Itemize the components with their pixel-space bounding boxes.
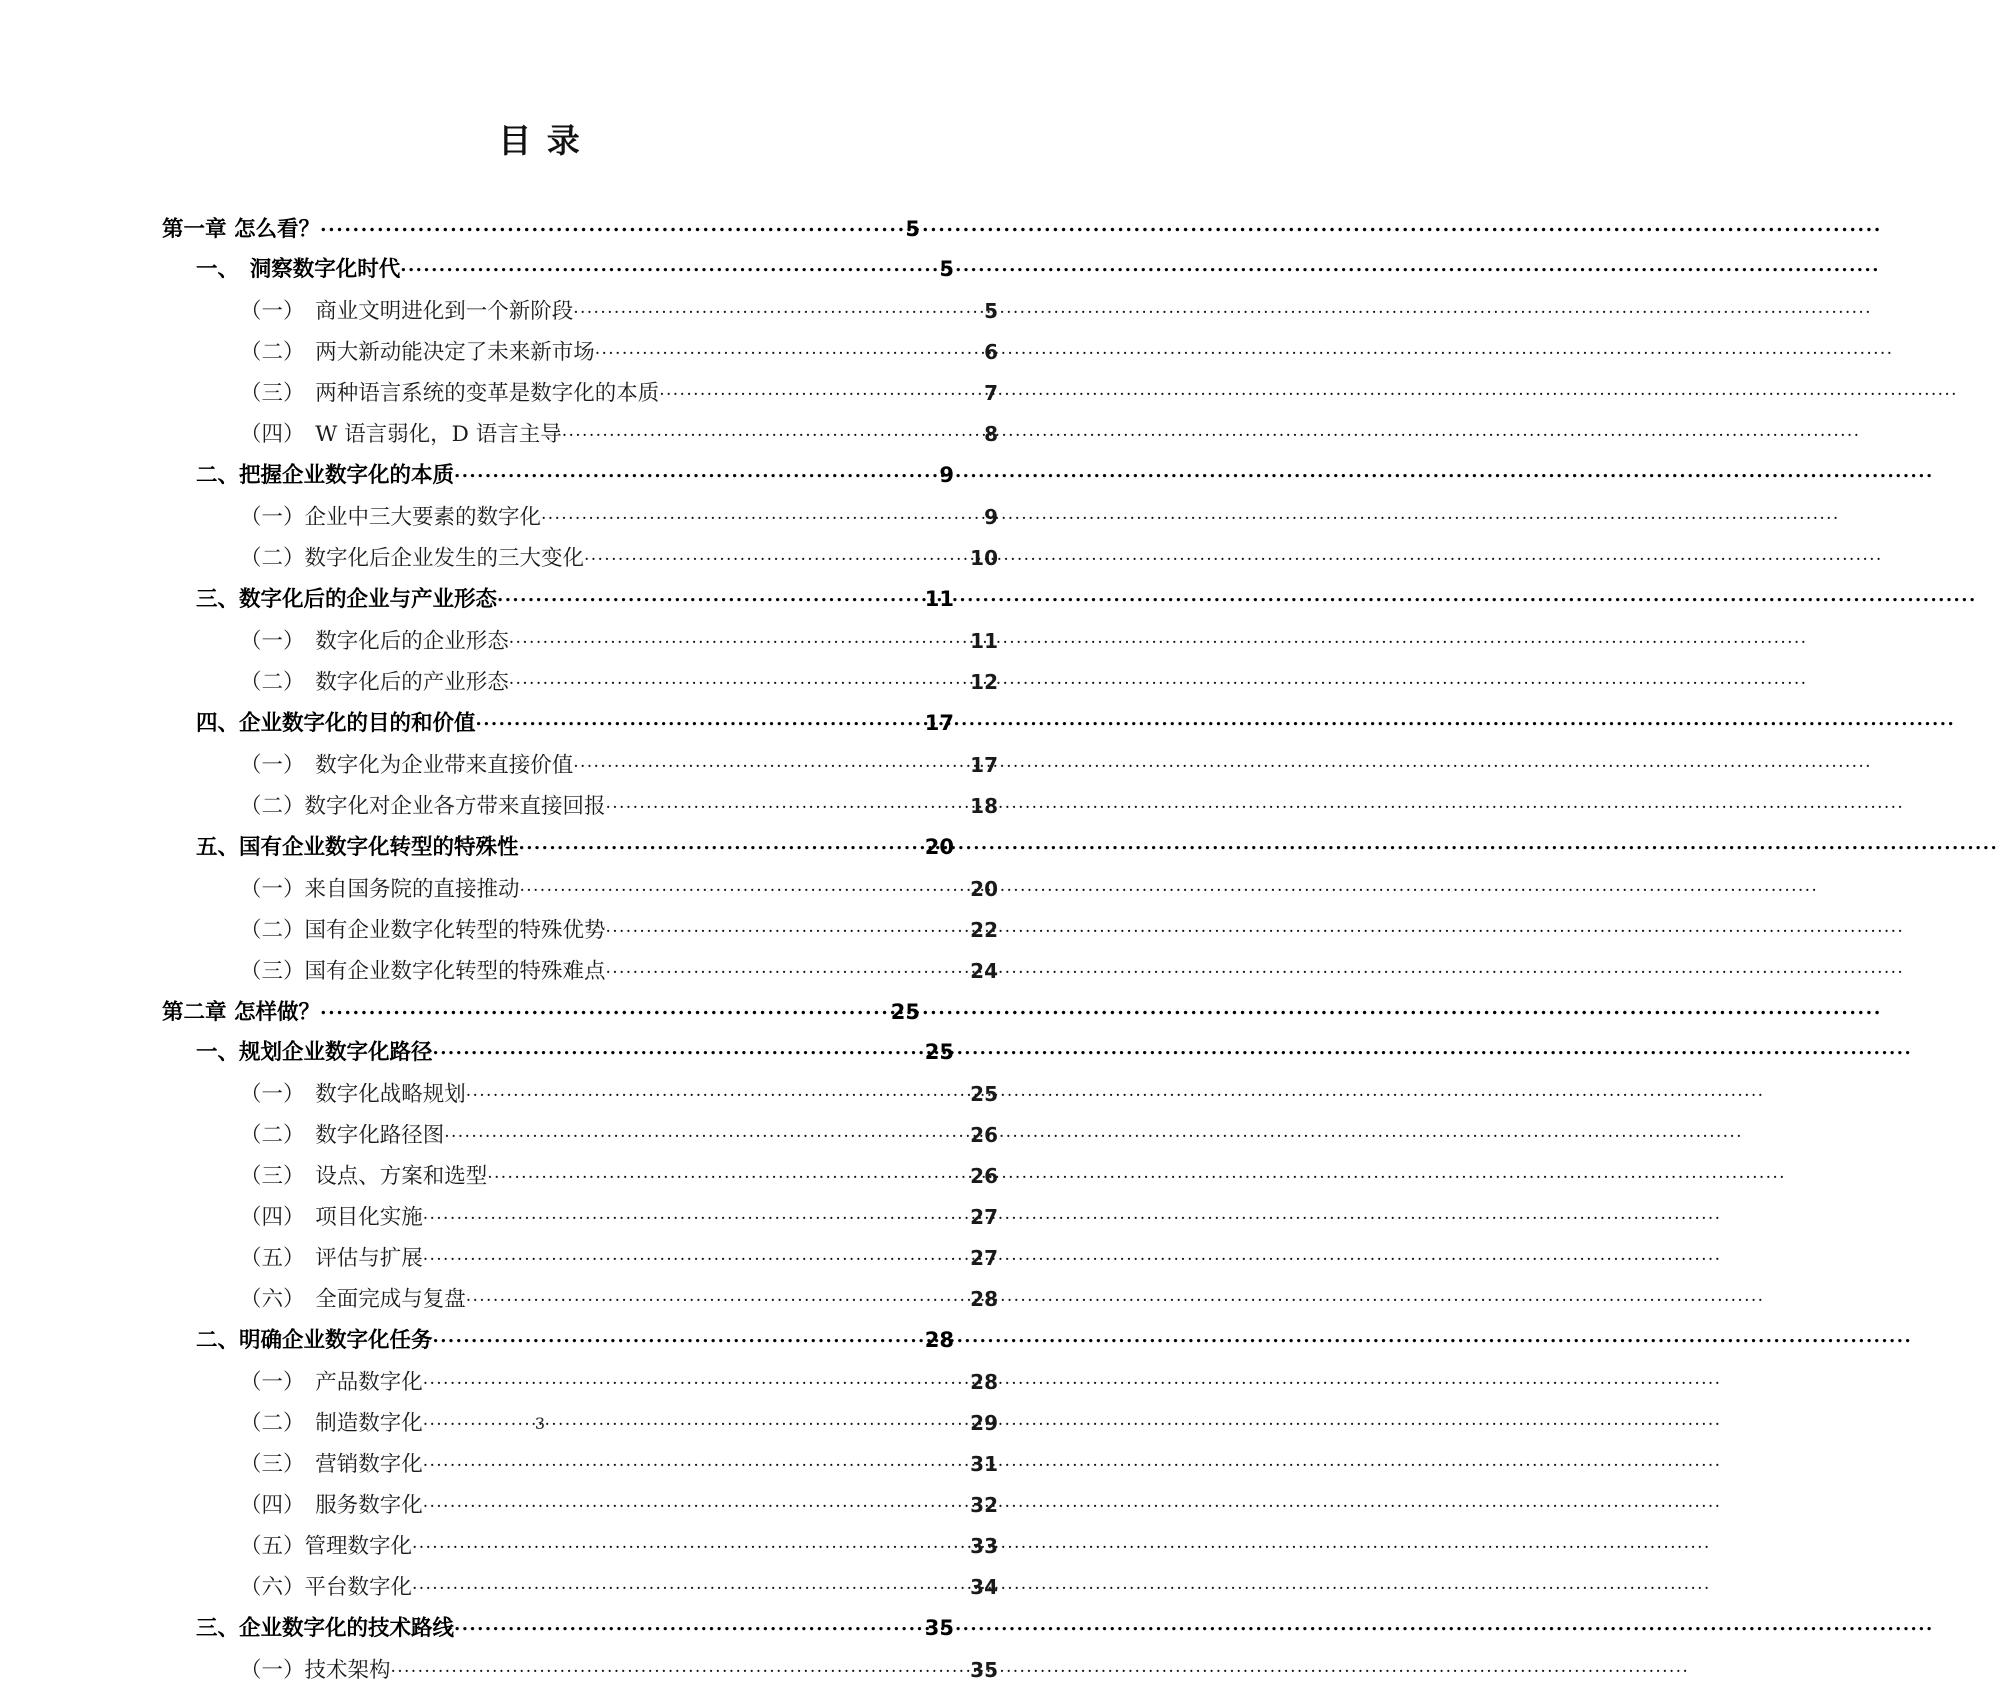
toc-entry-page-number: 17 — [924, 711, 954, 735]
toc-dot-leader — [423, 1491, 969, 1513]
toc-entry-page-number: 9 — [939, 463, 954, 487]
toc-dot-leader — [433, 1038, 924, 1060]
toc-entry-label: 第一章 怎么看？ — [162, 217, 320, 242]
toc-entry-page-number: 5 — [984, 299, 998, 323]
toc-entry-page-number: 35 — [924, 1616, 954, 1640]
toc-entry[interactable] — [240, 1570, 998, 1611]
toc-dot-leader — [423, 1368, 969, 1390]
toc-entry[interactable] — [196, 1611, 954, 1653]
toc-entry-label: （三） 设点、方案和选型 — [240, 1164, 488, 1189]
toc-entry-page-number: 34 — [970, 1575, 998, 1599]
toc-entry[interactable] — [240, 1365, 998, 1406]
toc-entry[interactable] — [240, 1159, 998, 1200]
toc-entry[interactable] — [240, 1282, 998, 1323]
toc-entry[interactable] — [196, 582, 954, 624]
toc-dot-leader — [509, 627, 969, 649]
toc-entry-page-number: 28 — [970, 1287, 998, 1311]
toc-entry[interactable] — [240, 500, 998, 541]
toc-dot-leader — [412, 1532, 969, 1554]
toc-entry[interactable] — [240, 376, 998, 417]
toc-entry-page-number: 20 — [924, 835, 954, 859]
toc-dot-leader — [391, 1656, 970, 1678]
toc-dot-leader — [476, 709, 924, 731]
toc-dot-leader — [573, 751, 969, 773]
toc-entry-page-number: 6 — [984, 340, 998, 364]
toc-dot-leader — [606, 957, 970, 979]
toc-entry[interactable] — [162, 995, 920, 1035]
toc-dot-leader — [497, 585, 924, 607]
toc-dot-leader — [595, 338, 983, 360]
toc-entry[interactable] — [240, 1488, 998, 1529]
toc-entry[interactable] — [240, 872, 998, 913]
toc-entry-label: 一、 洞察数字化时代 — [196, 257, 401, 282]
toc-entry-label: 二、明确企业数字化任务 — [196, 1328, 433, 1353]
toc-entry-label: （四） W 语言弱化，D 语言主导 — [240, 422, 562, 447]
toc-entry-page-number: 18 — [970, 794, 998, 818]
toc-entry-page-number: 27 — [970, 1246, 998, 1270]
toc-dot-leader — [466, 1080, 969, 1102]
toc-dot-leader — [444, 1121, 969, 1143]
toc-entry-label: （三）国有企业数字化转型的特殊难点 — [240, 959, 606, 984]
toc-entry[interactable] — [240, 1653, 998, 1694]
toc-dot-leader — [584, 544, 969, 566]
toc-entry-page-number: 31 — [970, 1452, 998, 1476]
toc-entry-label: 一、规划企业数字化路径 — [196, 1040, 433, 1065]
toc-entry-page-number: 25 — [970, 1082, 998, 1106]
toc-dot-leader — [562, 420, 983, 442]
toc-entry-label: 第二章 怎样做？ — [162, 1000, 320, 1025]
toc-dot-leader — [400, 255, 938, 277]
toc-entry-label: 五、国有企业数字化转型的特殊性 — [196, 835, 519, 860]
toc-entry-label: （二）国有企业数字化转型的特殊优势 — [240, 918, 606, 943]
toc-dot-leader — [433, 1326, 924, 1348]
toc-entry-page-number: 12 — [970, 670, 998, 694]
toc-entry[interactable] — [240, 913, 998, 954]
toc-entry[interactable] — [240, 1200, 998, 1241]
toc-entry[interactable] — [240, 417, 998, 458]
toc-entry-label: （一） 数字化为企业带来直接价值 — [240, 753, 574, 778]
toc-entry-page-number: 11 — [970, 629, 998, 653]
toc-dot-leader — [606, 792, 970, 814]
toc-entry[interactable] — [196, 1323, 954, 1365]
toc-entry-label: （一）技术架构 — [240, 1658, 391, 1683]
toc-dot-leader — [454, 1614, 924, 1636]
toc-entry-label: 二、把握企业数字化的本质 — [196, 463, 455, 488]
toc-entry[interactable] — [240, 789, 998, 830]
toc-entry[interactable] — [196, 1035, 954, 1077]
toc-dot-leader — [487, 1162, 969, 1184]
page-title: 目 录 — [498, 121, 582, 160]
toc-entry-page-number: 25 — [924, 1040, 954, 1064]
toc-entry-page-number: 35 — [970, 1658, 998, 1682]
toc-entry-page-number: 29 — [970, 1411, 998, 1435]
toc-entry-label: （四） 服务数字化 — [240, 1493, 423, 1518]
toc-entry[interactable] — [240, 1118, 998, 1159]
toc-entry-page-number: 5 — [905, 217, 920, 241]
toc-entry-page-number: 28 — [970, 1370, 998, 1394]
toc-entry-label: （二） 制造数字化 — [240, 1411, 423, 1436]
toc-dot-leader — [423, 1450, 969, 1472]
toc-entry-label: （二） 两大新动能决定了未来新市场 — [240, 340, 595, 365]
toc-entry-label: （三） 营销数字化 — [240, 1452, 423, 1477]
toc-entry-label: （一）来自国务院的直接推动 — [240, 877, 520, 902]
toc-entry[interactable] — [240, 1529, 998, 1570]
toc-entry-label: （五）管理数字化 — [240, 1534, 413, 1559]
toc-dot-leader — [659, 379, 983, 401]
toc-entry-page-number: 11 — [924, 587, 954, 611]
toc-entry-page-number: 20 — [970, 877, 998, 901]
toc-entry-page-number: 26 — [970, 1123, 998, 1147]
toc-dot-leader — [509, 668, 969, 690]
toc-entry-page-number: 22 — [970, 918, 998, 942]
toc-entry-label: （二）数字化后企业发生的三大变化 — [240, 546, 585, 571]
toc-entry[interactable] — [240, 1077, 998, 1118]
toc-dot-leader — [423, 1244, 969, 1266]
toc-dot-leader — [520, 875, 970, 897]
toc-entry[interactable] — [240, 748, 998, 789]
toc-entry-page-number: 32 — [970, 1493, 998, 1517]
toc-entry-label: （一） 产品数字化 — [240, 1370, 423, 1395]
toc-entry-page-number: 10 — [970, 546, 998, 570]
toc-entry-page-number: 25 — [890, 1000, 920, 1024]
toc-entry-page-number: 17 — [970, 753, 998, 777]
toc-entry-label: （六）平台数字化 — [240, 1575, 413, 1600]
toc-entry-label: （二） 数字化后的产业形态 — [240, 670, 509, 695]
toc-dot-leader — [606, 916, 970, 938]
toc-dot-leader — [320, 998, 890, 1020]
toc-entry-label: （六） 全面完成与复盘 — [240, 1287, 466, 1312]
toc-entry[interactable] — [240, 624, 998, 665]
toc-entry-label: 三、企业数字化的技术路线 — [196, 1616, 455, 1641]
toc-entry[interactable] — [162, 212, 920, 252]
toc-entry-page-number: 7 — [984, 381, 998, 405]
toc-entry-label: （五） 评估与扩展 — [240, 1246, 423, 1271]
toc-dot-leader — [412, 1573, 969, 1595]
toc-dot-leader — [541, 503, 983, 525]
toc-entry-label: （二）数字化对企业各方带来直接回报 — [240, 794, 606, 819]
toc-entry-page-number: 33 — [970, 1534, 998, 1558]
toc-dot-leader — [320, 215, 904, 237]
toc-entry[interactable] — [240, 954, 998, 995]
toc-entry-page-number: 26 — [970, 1164, 998, 1188]
toc-entry-page-number: 8 — [984, 422, 998, 446]
toc-entry-page-number: 28 — [924, 1328, 954, 1352]
toc-entry-label: 三、数字化后的企业与产业形态 — [196, 587, 498, 612]
toc-entry[interactable] — [240, 665, 998, 706]
toc-entry[interactable] — [196, 458, 954, 500]
toc-dot-leader — [573, 297, 983, 319]
toc-entry-page-number: 9 — [984, 505, 998, 529]
page-folio: 3 — [534, 1414, 546, 1433]
toc-dot-leader — [466, 1285, 969, 1307]
toc-entry-label: （一）企业中三大要素的数字化 — [240, 505, 542, 530]
toc-dot-leader — [423, 1203, 969, 1225]
toc-entry[interactable] — [240, 541, 998, 582]
toc-entry[interactable] — [196, 706, 954, 748]
toc-entry-label: 四、企业数字化的目的和价值 — [196, 711, 476, 736]
toc-entry-label: （二） 数字化路径图 — [240, 1123, 445, 1148]
toc-dot-leader — [519, 833, 924, 855]
toc-entry[interactable] — [196, 830, 954, 872]
toc-entry-label: （一） 数字化战略规划 — [240, 1082, 466, 1107]
toc-entry-label: （一） 数字化后的企业形态 — [240, 629, 509, 654]
toc-entry[interactable] — [240, 294, 998, 335]
toc-entry[interactable] — [240, 1447, 998, 1488]
toc-entry-label: （三） 两种语言系统的变革是数字化的本质 — [240, 381, 660, 406]
toc-entry-label: （一） 商业文明进化到一个新阶段 — [240, 299, 574, 324]
toc-entry-page-number: 27 — [970, 1205, 998, 1229]
table-of-contents — [162, 212, 998, 1694]
toc-dot-leader — [454, 461, 938, 483]
toc-entry[interactable] — [196, 252, 954, 294]
toc-entry-label: （四） 项目化实施 — [240, 1205, 423, 1230]
toc-entry-page-number: 24 — [970, 959, 998, 983]
toc-entry[interactable] — [240, 335, 998, 376]
toc-entry-page-number: 5 — [939, 257, 954, 281]
toc-entry[interactable] — [240, 1241, 998, 1282]
